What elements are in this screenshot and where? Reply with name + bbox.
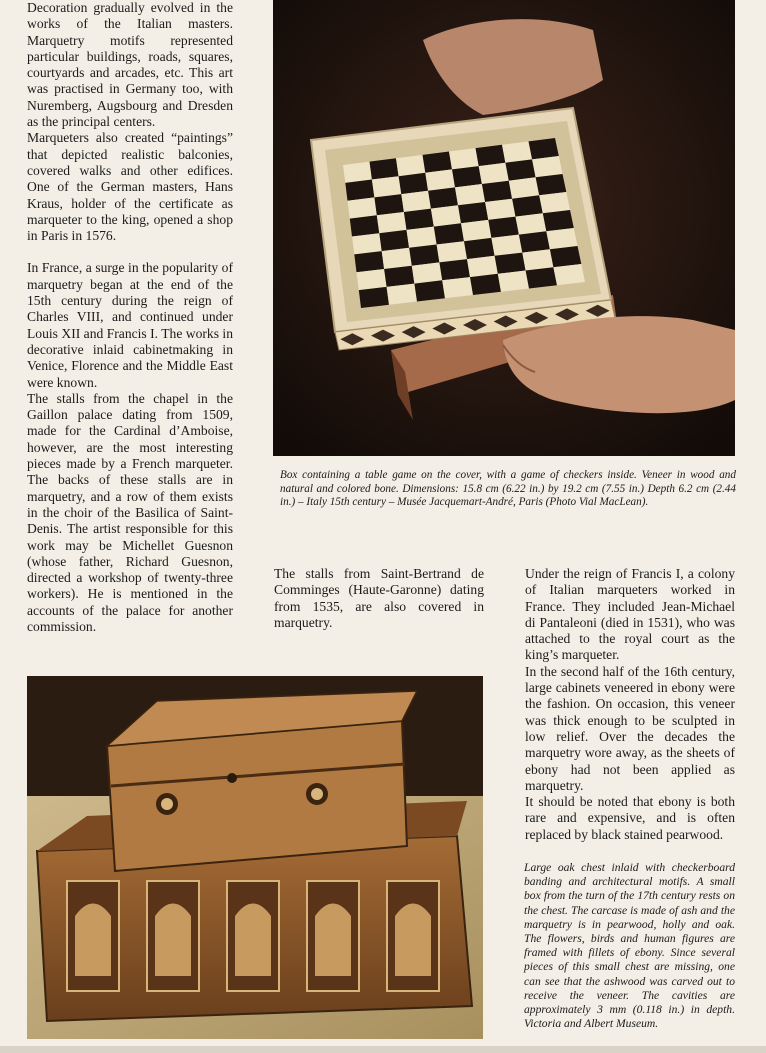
checker-square	[464, 238, 495, 259]
paragraph: In France, a surge in the popularity of marquetry began at the end of the 15th century during the reign of Charles VIII, and continued under Louis XII and Francis I. The works in decorative inlaid cabinetmaking in Venice, Florence and the Middle East were known.	[27, 260, 233, 390]
checker-square	[505, 159, 535, 180]
arch-motif	[155, 904, 191, 977]
paragraph: In the second half of the 16th century, large cabinets veneered in ebony were the fashion. On occasion, this veneer was thick enough to be sculpted in low relief. Over the decades the marquetry wore away, as the sheets of ebony had not been applied as marquetry.	[525, 663, 735, 793]
paragraph: Under the reign of Francis I, a colony of Italian marqueters worked in France. They included Jean-Michael di Pantaleoni (died in 1531), who was attached to the royal court as the king’s marqueter.	[525, 566, 735, 663]
checker-square	[384, 266, 414, 287]
checker-square	[374, 194, 404, 215]
checker-square	[387, 284, 417, 305]
checker-square	[482, 181, 512, 202]
checker-square	[343, 162, 372, 183]
checker-square	[539, 192, 570, 213]
checker-square	[357, 269, 387, 290]
checker-square	[449, 148, 479, 169]
checker-square	[379, 230, 409, 251]
checker-square	[495, 253, 526, 274]
checker-square	[434, 223, 464, 244]
checker-square	[516, 213, 547, 234]
checkerboard-box-photo	[273, 0, 735, 456]
checker-square	[412, 262, 442, 283]
arch-motif	[315, 904, 351, 977]
checker-square	[428, 187, 458, 208]
checker-square	[485, 199, 515, 220]
left-text-column	[27, 0, 233, 635]
checker-square	[479, 163, 509, 184]
checker-square	[401, 191, 431, 212]
checker-square	[437, 241, 467, 262]
checker-square	[354, 251, 384, 272]
checker-square	[488, 217, 519, 238]
checker-square	[512, 195, 543, 216]
checker-square	[414, 280, 445, 301]
checker-square	[439, 259, 470, 280]
checker-square	[399, 173, 429, 194]
checker-square	[476, 145, 506, 166]
checker-square	[467, 256, 498, 277]
checker-square	[470, 274, 501, 295]
checker-square	[396, 155, 425, 176]
chest-caption: Large oak chest inlaid with checkerboard banding and architectural motifs. A small box from the turn of the 17th century rests on the chest. The carcase is made of ash and the marquetry is in pearwood, holly and oak. The flowers, birds and human figures are framed with fillets of ebony. Since several pieces of this small chest are missing, one can see that the ashwood was carved out to receive the veneer. The cavities are approximately 3 mm (0.118 in.) in depth. Victoria and Albert Museum.	[524, 861, 735, 1031]
checker-square	[491, 235, 522, 256]
checker-square	[452, 166, 482, 187]
checker-square	[461, 220, 491, 241]
arch-motif	[75, 904, 111, 977]
page-bottom-rule	[0, 1046, 766, 1053]
checker-square	[550, 246, 581, 267]
arch-motif	[395, 904, 431, 977]
checker-square	[404, 209, 434, 230]
paragraph: It should be noted that ebony is both rare and expensive, and is often replaced by black stained pearwood.	[525, 794, 735, 842]
paragraph: Marqueters also created “paintings” that depicted realistic balconies, covered walks and other edifices. One of the German masters, Hans Kraus, holder of the certificate as marqueter to the king, opened a shop in Paris in 1576.	[27, 130, 233, 244]
checker-square	[370, 158, 399, 179]
checker-square	[498, 271, 529, 292]
checker-square	[372, 176, 401, 197]
paragraph: The stalls from Saint-Bertrand de Comminges (Haute-Garonne) dating from 1535, are also covered in marquetry.	[274, 566, 484, 630]
checker-square	[407, 227, 437, 248]
checker-square	[519, 231, 550, 252]
arch-motif	[235, 904, 271, 977]
checker-square	[543, 210, 574, 231]
checker-square	[442, 277, 473, 298]
checker-square	[431, 205, 461, 226]
checker-square	[532, 156, 562, 177]
checker-square	[382, 248, 412, 269]
paragraph: The stalls from the chapel in the Gaillon palace dating from 1509, made for the Cardinal d’Amboise, however, are the most interesting pieces made by a French marqueter. The backs of these stalls are in marquetry, and a row of them exists in the choir of the Basilica of Saint-Denis. The artist responsible for this work may be Michellet Guesnon (whose father, Richard Guesnon, directed a workshop of twenty-three workers). He is mentioned in the accounts of the palace for another commission.	[27, 390, 233, 634]
checker-square	[348, 197, 377, 218]
checker-square	[509, 177, 539, 198]
small-box	[107, 721, 407, 871]
checker-square	[529, 138, 559, 159]
checker-square	[458, 202, 488, 223]
checker-square	[536, 174, 567, 195]
checker-squares	[343, 138, 585, 308]
checker-square	[526, 267, 557, 288]
checkerboard-caption: Box containing a table game on the cover, with a game of checkers inside. Veneer in wood and natural and colored bone. Dimensions: 15.8 cm (6.22 in.) by 19.2 cm (7.55 in.) Depth 6.2 cm (2.44 in.) – Italy 15th century – Musée Jacquemart-André, Paris (Photo Vial MacLean).	[280, 469, 736, 509]
checker-square	[423, 152, 453, 173]
checker-square	[345, 180, 374, 201]
middle-text-column	[274, 566, 484, 631]
checker-square	[350, 215, 380, 236]
checker-square	[546, 228, 577, 249]
checker-square	[352, 233, 382, 254]
oak-chest-photo	[27, 676, 483, 1039]
checker-square	[409, 245, 439, 266]
checker-square	[553, 264, 585, 285]
checker-square	[425, 169, 455, 190]
checker-square	[522, 249, 553, 270]
checker-square	[502, 141, 532, 162]
checker-square	[455, 184, 485, 205]
paragraph: Decoration gradually evolved in the works of the Italian masters. Marquetry motifs represented particular buildings, roads, squares, courtyards and arcades, etc. This art was practised in Germany too, with Nuremberg, Augsbourg and Dresden as the principal centers.	[27, 0, 233, 130]
right-text-column	[525, 566, 735, 843]
checker-square	[377, 212, 407, 233]
checker-square	[359, 287, 389, 308]
